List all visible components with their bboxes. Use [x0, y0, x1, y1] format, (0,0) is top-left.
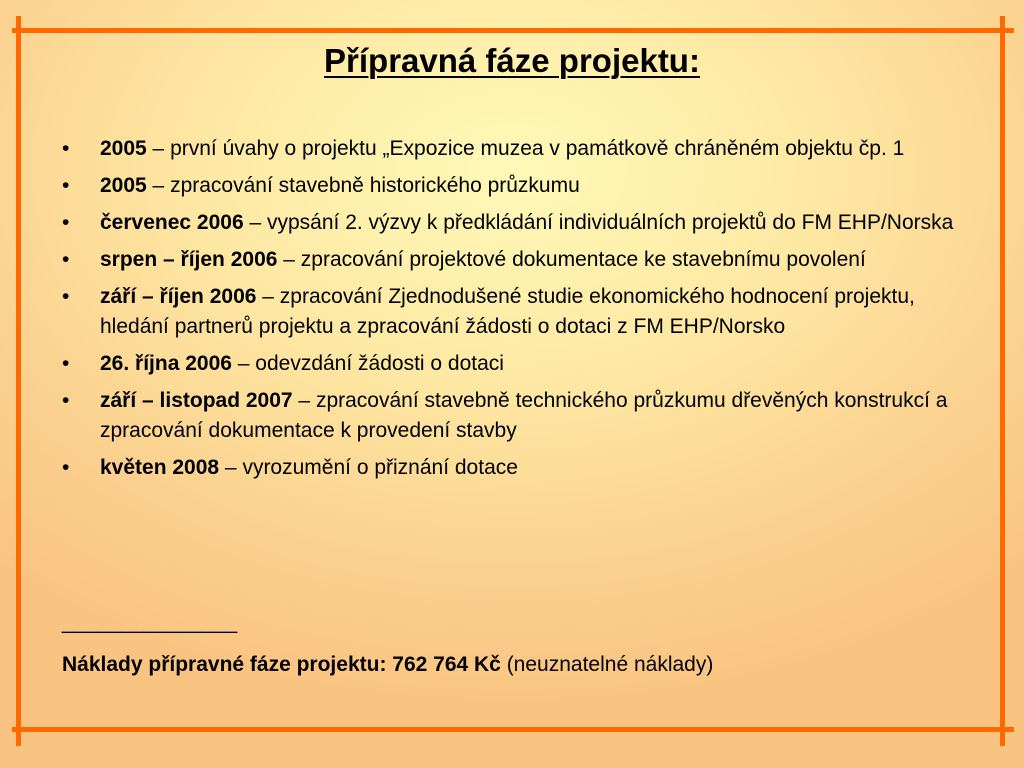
- bullet-icon: •: [62, 137, 70, 160]
- item-date: červenec 2006: [100, 211, 244, 234]
- bullet-icon: •: [62, 174, 70, 197]
- item-date: květen 2008: [100, 456, 220, 479]
- list-item: [62, 171, 962, 201]
- milestone-list: [62, 134, 962, 490]
- frame-bottom-line: [12, 727, 1014, 732]
- costs-label: Náklady přípravné fáze projektu: 762 764 Kč: [62, 653, 501, 676]
- item-text: – vypsání 2. výzvy k předkládání individuálních projektů do FM EHP/Norska: [243, 211, 954, 234]
- list-item: [62, 386, 962, 446]
- item-date: září – listopad 2007: [100, 389, 293, 412]
- list-item: [62, 282, 962, 342]
- bullet-icon: •: [62, 352, 70, 375]
- bullet-icon: •: [62, 456, 70, 479]
- list-item: [62, 453, 962, 483]
- item-date: září – říjen 2006: [100, 285, 257, 308]
- item-date: 2005: [100, 137, 147, 160]
- item-date: 26. října 2006: [100, 352, 232, 375]
- list-item: [62, 349, 962, 379]
- item-date: 2005: [100, 174, 147, 197]
- item-text: – odevzdání žádosti o dotaci: [231, 352, 504, 375]
- list-item: [62, 208, 962, 238]
- bullet-icon: •: [62, 285, 70, 308]
- costs-note: (neuznatelné náklady): [500, 653, 714, 676]
- list-item: [62, 245, 962, 275]
- frame-left-line: [16, 16, 21, 746]
- item-text: – zpracování projektové dokumentace ke stavebnímu povolení: [277, 248, 866, 271]
- item-text: – zpracování Zjednodušené studie ekonomického hodnocení projektu, hledání partnerů projektu a zpracování žádosti o dotaci z FM EHP/Norsko: [100, 285, 915, 338]
- item-text: – vyrozumění o přiznání dotace: [219, 456, 518, 479]
- item-date: srpen – říjen 2006: [100, 248, 278, 271]
- list-item: [62, 134, 962, 164]
- frame-right-line: [1000, 16, 1005, 746]
- costs-summary: [62, 650, 713, 680]
- slide-title: Přípravná fáze projektu:: [324, 42, 700, 79]
- bullet-icon: •: [62, 211, 70, 234]
- divider-line: _______________: [62, 611, 238, 634]
- item-text: – zpracování stavebně technického průzkumu dřevěných konstrukcí a zpracování dokumentace k provedení stavby: [100, 389, 948, 442]
- item-text: – první úvahy o projektu „Expozice muzea v památkově chráněném objektu čp. 1: [146, 137, 905, 160]
- frame-top-line: [12, 28, 1014, 33]
- bullet-icon: •: [62, 248, 70, 271]
- item-text: – zpracování stavebně historického průzkumu: [146, 174, 580, 197]
- bullet-icon: •: [62, 389, 70, 412]
